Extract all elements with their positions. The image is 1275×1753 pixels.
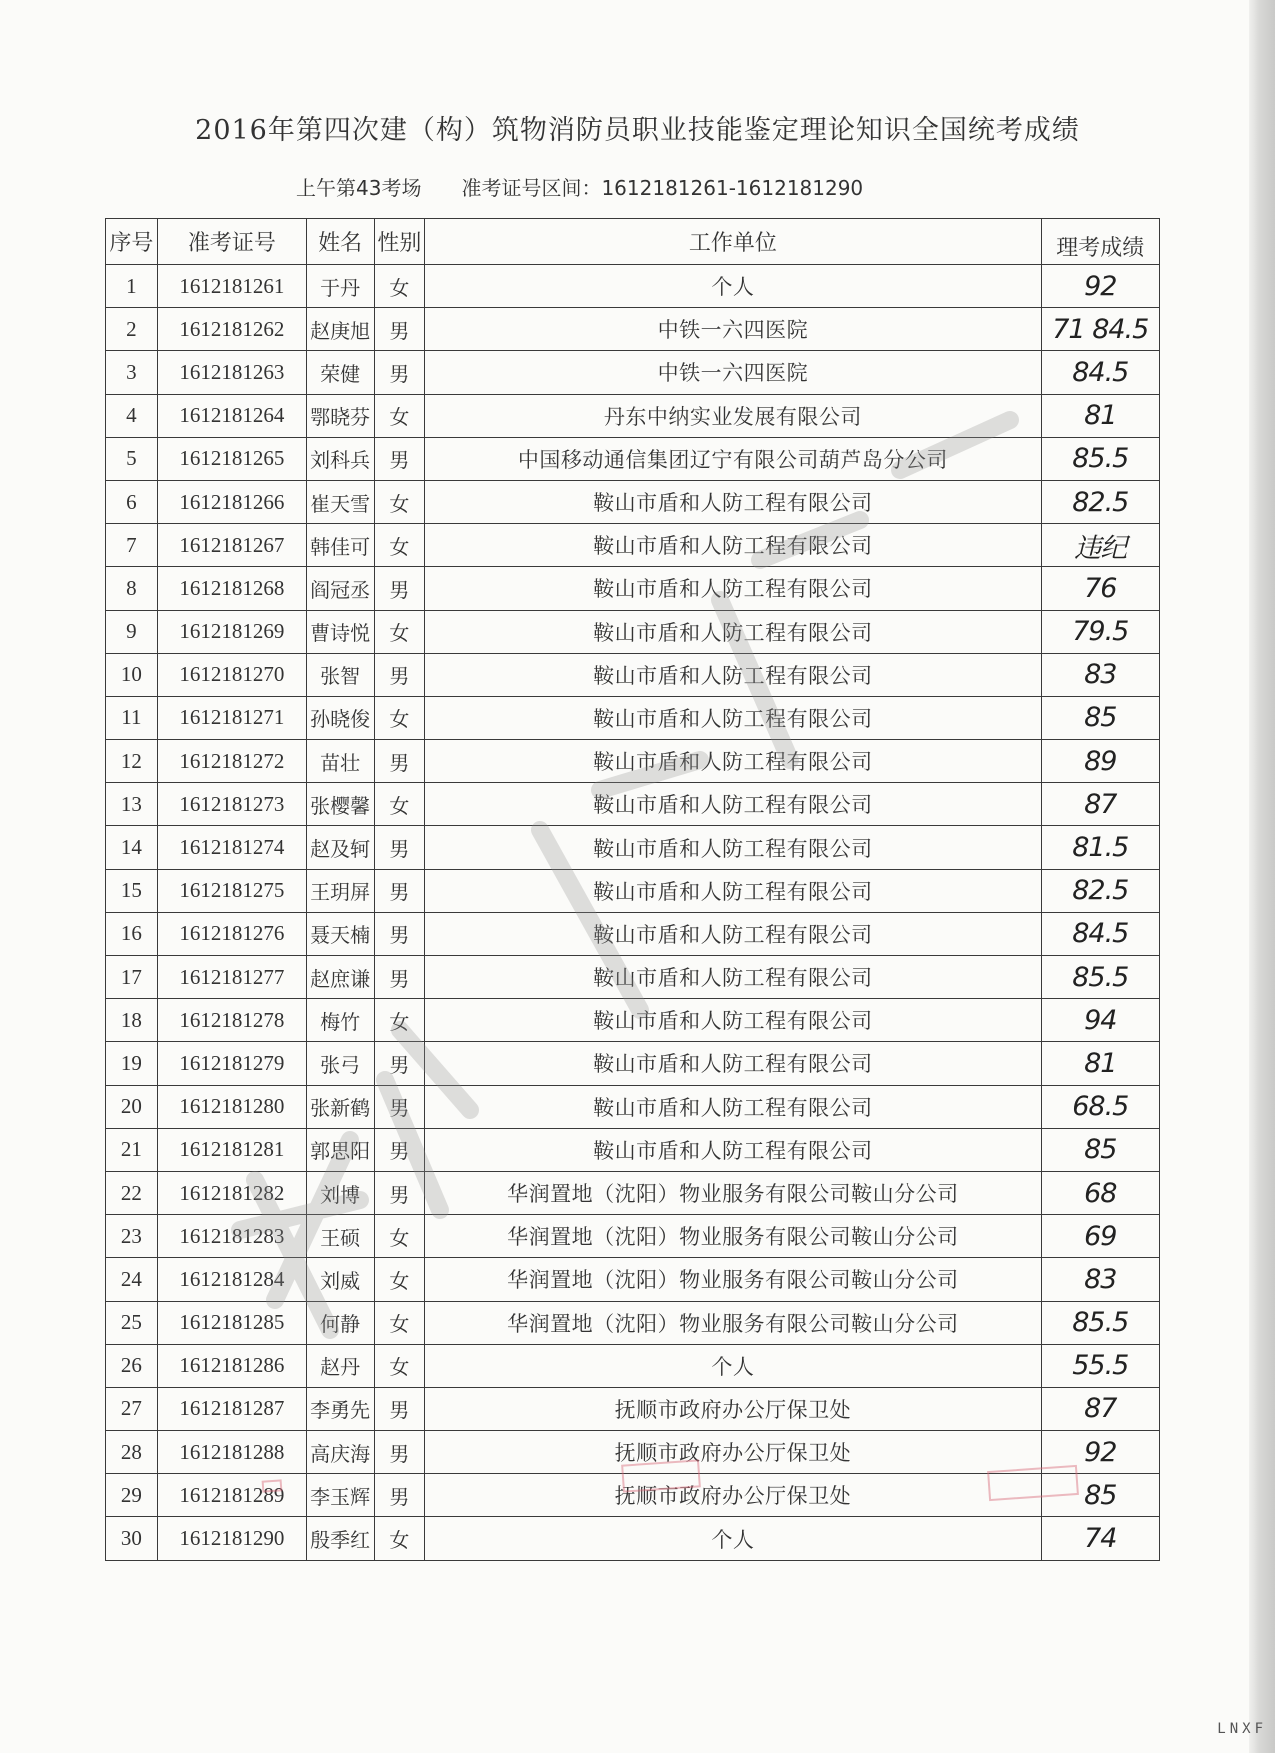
work-unit: 抚顺市政府办公厅保卫处 [425,1474,1041,1517]
table-row [106,653,1160,696]
row-number: 19 [106,1042,158,1085]
candidate-name: 王硕 [306,1215,374,1258]
gender: 男 [374,308,425,351]
theory-score: 74 [1041,1517,1159,1560]
table-row [106,783,1160,826]
gender: 男 [374,1387,425,1430]
row-number: 21 [106,1128,158,1171]
work-unit: 鞍山市盾和人防工程有限公司 [425,524,1041,567]
candidate-name: 殷季红 [306,1517,374,1560]
table-row [106,740,1160,783]
table-row [106,1128,1160,1171]
theory-score: 81.5 [1041,826,1159,869]
work-unit: 个人 [425,265,1041,308]
scan-edge-shadow [1249,0,1275,1753]
candidate-name: 刘博 [306,1171,374,1214]
candidate-name: 梅竹 [306,999,374,1042]
column-header: 姓名 [306,219,374,265]
gender: 女 [374,394,425,437]
theory-score: 83 [1041,653,1159,696]
gender: 男 [374,1474,425,1517]
row-number: 15 [106,869,158,912]
candidate-name: 李勇先 [306,1387,374,1430]
table-row [106,1344,1160,1387]
theory-score: 85 [1041,1474,1159,1517]
row-number: 7 [106,524,158,567]
table-row [106,524,1160,567]
row-number: 30 [106,1517,158,1560]
table-row [106,1085,1160,1128]
table-row [106,1301,1160,1344]
theory-score: 92 [1041,1431,1159,1474]
table-row [106,394,1160,437]
table-row [106,912,1160,955]
table-row [106,999,1160,1042]
work-unit: 鞍山市盾和人防工程有限公司 [425,783,1041,826]
candidate-name: 聂天楠 [306,912,374,955]
table-row [106,1042,1160,1085]
exam-id: 1612181290 [157,1517,306,1560]
table-row [106,696,1160,739]
table-row [106,610,1160,653]
exam-id: 1612181286 [157,1344,306,1387]
theory-score: 79.5 [1041,610,1159,653]
theory-score: 85 [1041,696,1159,739]
exam-id: 1612181284 [157,1258,306,1301]
exam-id: 1612181285 [157,1301,306,1344]
exam-id: 1612181264 [157,394,306,437]
row-number: 20 [106,1085,158,1128]
table-row [106,308,1160,351]
work-unit: 鞍山市盾和人防工程有限公司 [425,740,1041,783]
candidate-name: 于丹 [306,265,374,308]
table-row [106,480,1160,523]
row-number: 6 [106,480,158,523]
theory-score: 89 [1041,740,1159,783]
table-row [106,1517,1160,1560]
work-unit: 抚顺市政府办公厅保卫处 [425,1387,1041,1430]
gender: 男 [374,1042,425,1085]
theory-score: 76 [1041,567,1159,610]
work-unit: 华润置地（沈阳）物业服务有限公司鞍山分公司 [425,1258,1041,1301]
column-header: 工作单位 [425,219,1041,265]
table-row [106,869,1160,912]
candidate-name: 荣健 [306,351,374,394]
theory-score: 92 [1041,265,1159,308]
gender: 女 [374,999,425,1042]
theory-score: 55.5 [1041,1344,1159,1387]
exam-id: 1612181288 [157,1431,306,1474]
row-number: 24 [106,1258,158,1301]
row-number: 3 [106,351,158,394]
work-unit: 鞍山市盾和人防工程有限公司 [425,696,1041,739]
gender: 女 [374,524,425,567]
exam-id: 1612181268 [157,567,306,610]
theory-score: 85.5 [1041,437,1159,480]
table-row [106,826,1160,869]
row-number: 27 [106,1387,158,1430]
work-unit: 鞍山市盾和人防工程有限公司 [425,610,1041,653]
candidate-name: 赵丹 [306,1344,374,1387]
candidate-name: 赵庶谦 [306,956,374,999]
theory-score: 84.5 [1041,351,1159,394]
exam-id: 1612181289 [157,1474,306,1517]
work-unit: 中铁一六四医院 [425,308,1041,351]
exam-id: 1612181276 [157,912,306,955]
table-row [106,956,1160,999]
theory-score: 87 [1041,1387,1159,1430]
work-unit: 鞍山市盾和人防工程有限公司 [425,956,1041,999]
work-unit: 华润置地（沈阳）物业服务有限公司鞍山分公司 [425,1171,1041,1214]
row-number: 8 [106,567,158,610]
exam-id: 1612181287 [157,1387,306,1430]
candidate-name: 孙晓俊 [306,696,374,739]
exam-id: 1612181277 [157,956,306,999]
candidate-name: 韩佳可 [306,524,374,567]
theory-score: 69 [1041,1215,1159,1258]
gender: 男 [374,1085,425,1128]
candidate-name: 阎冠丞 [306,567,374,610]
scan-mark: LNXF [1217,1721,1267,1737]
row-number: 2 [106,308,158,351]
exam-id: 1612181267 [157,524,306,567]
work-unit: 华润置地（沈阳）物业服务有限公司鞍山分公司 [425,1301,1041,1344]
theory-score: 82.5 [1041,480,1159,523]
exam-id: 1612181279 [157,1042,306,1085]
work-unit: 鞍山市盾和人防工程有限公司 [425,826,1041,869]
exam-id: 1612181261 [157,265,306,308]
gender: 女 [374,480,425,523]
candidate-name: 崔天雪 [306,480,374,523]
row-number: 22 [106,1171,158,1214]
work-unit: 鞍山市盾和人防工程有限公司 [425,869,1041,912]
row-number: 18 [106,999,158,1042]
exam-id: 1612181282 [157,1171,306,1214]
table-row [106,567,1160,610]
work-unit: 丹东中纳实业发展有限公司 [425,394,1041,437]
row-number: 5 [106,437,158,480]
session-label: 上午第43考场 [296,176,422,200]
row-number: 9 [106,610,158,653]
row-number: 29 [106,1474,158,1517]
subtitle [296,172,863,201]
work-unit: 中铁一六四医院 [425,351,1041,394]
row-number: 10 [106,653,158,696]
gender: 女 [374,1301,425,1344]
theory-score: 84.5 [1041,912,1159,955]
theory-score: 81 [1041,1042,1159,1085]
theory-score: 68.5 [1041,1085,1159,1128]
row-number: 12 [106,740,158,783]
exam-id: 1612181270 [157,653,306,696]
row-number: 25 [106,1301,158,1344]
work-unit: 鞍山市盾和人防工程有限公司 [425,1128,1041,1171]
candidate-name: 曹诗悦 [306,610,374,653]
table-row [106,437,1160,480]
gender: 女 [374,783,425,826]
work-unit: 鞍山市盾和人防工程有限公司 [425,480,1041,523]
gender: 女 [374,1258,425,1301]
theory-score: 83 [1041,1258,1159,1301]
exam-id: 1612181272 [157,740,306,783]
candidate-name: 刘威 [306,1258,374,1301]
exam-id: 1612181275 [157,869,306,912]
table-row [106,1215,1160,1258]
candidate-name: 赵及轲 [306,826,374,869]
gender: 女 [374,1517,425,1560]
theory-score: 85 [1041,1128,1159,1171]
column-header: 性别 [374,219,425,265]
work-unit: 鞍山市盾和人防工程有限公司 [425,999,1041,1042]
gender: 女 [374,265,425,308]
candidate-name: 张智 [306,653,374,696]
theory-score: 94 [1041,999,1159,1042]
candidate-name: 刘科兵 [306,437,374,480]
row-number: 26 [106,1344,158,1387]
theory-score: 82.5 [1041,869,1159,912]
exam-id: 1612181283 [157,1215,306,1258]
exam-id: 1612181280 [157,1085,306,1128]
faded-stamp [621,1459,701,1492]
faded-stamp [262,1479,283,1492]
candidate-name: 王玥屏 [306,869,374,912]
table-header-row [106,219,1160,265]
candidate-name: 何静 [306,1301,374,1344]
exam-id: 1612181273 [157,783,306,826]
row-number: 1 [106,265,158,308]
work-unit: 个人 [425,1344,1041,1387]
row-number: 28 [106,1431,158,1474]
score-table [105,218,1160,1561]
theory-score: 68 [1041,1171,1159,1214]
id-range-label: 准考证号区间：1612181261-1612181290 [461,176,864,200]
column-header: 准考证号 [157,219,306,265]
work-unit: 鞍山市盾和人防工程有限公司 [425,1042,1041,1085]
candidate-name: 郭思阳 [306,1128,374,1171]
row-number: 13 [106,783,158,826]
work-unit: 鞍山市盾和人防工程有限公司 [425,653,1041,696]
candidate-name: 苗壮 [306,740,374,783]
page-title: 2016年第四次建（构）筑物消防员职业技能鉴定理论知识全国统考成绩 [195,115,1080,146]
gender: 男 [374,351,425,394]
theory-score: 81 [1041,394,1159,437]
gender: 女 [374,1344,425,1387]
exam-id: 1612181271 [157,696,306,739]
gender: 男 [374,1431,425,1474]
candidate-name: 张新鹤 [306,1085,374,1128]
gender: 男 [374,869,425,912]
table-row [106,1171,1160,1214]
gender: 男 [374,437,425,480]
table-row [106,1258,1160,1301]
gender: 男 [374,956,425,999]
work-unit: 抚顺市政府办公厅保卫处 [425,1431,1041,1474]
gender: 女 [374,610,425,653]
gender: 男 [374,567,425,610]
table-row [106,265,1160,308]
work-unit: 鞍山市盾和人防工程有限公司 [425,567,1041,610]
candidate-name: 张樱馨 [306,783,374,826]
table-row [106,1387,1160,1430]
exam-id: 1612181274 [157,826,306,869]
gender: 男 [374,912,425,955]
candidate-name: 高庆海 [306,1431,374,1474]
row-number: 17 [106,956,158,999]
row-number: 23 [106,1215,158,1258]
candidate-name: 李玉辉 [306,1474,374,1517]
candidate-name: 张弓 [306,1042,374,1085]
exam-id: 1612181263 [157,351,306,394]
row-number: 16 [106,912,158,955]
exam-id: 1612181265 [157,437,306,480]
row-number: 14 [106,826,158,869]
theory-score: 71 84.5 [1041,308,1159,351]
gender: 男 [374,1128,425,1171]
theory-score: 违纪 [1041,524,1159,567]
theory-score: 85.5 [1041,1301,1159,1344]
work-unit: 中国移动通信集团辽宁有限公司葫芦岛分公司 [425,437,1041,480]
gender: 男 [374,653,425,696]
exam-id: 1612181278 [157,999,306,1042]
column-header: 理考成绩 [1041,219,1159,265]
theory-score: 85.5 [1041,956,1159,999]
exam-id: 1612181281 [157,1128,306,1171]
work-unit: 个人 [425,1517,1041,1560]
gender: 男 [374,826,425,869]
column-header: 序号 [106,219,158,265]
exam-id: 1612181262 [157,308,306,351]
gender: 男 [374,740,425,783]
gender: 女 [374,1215,425,1258]
work-unit: 鞍山市盾和人防工程有限公司 [425,912,1041,955]
gender: 男 [374,1171,425,1214]
row-number: 11 [106,696,158,739]
candidate-name: 赵庚旭 [306,308,374,351]
gender: 女 [374,696,425,739]
work-unit: 华润置地（沈阳）物业服务有限公司鞍山分公司 [425,1215,1041,1258]
exam-id: 1612181266 [157,480,306,523]
work-unit: 鞍山市盾和人防工程有限公司 [425,1085,1041,1128]
exam-id: 1612181269 [157,610,306,653]
row-number: 4 [106,394,158,437]
candidate-name: 鄂晓芬 [306,394,374,437]
table-row [106,351,1160,394]
faded-stamp [987,1465,1079,1501]
theory-score: 87 [1041,783,1159,826]
